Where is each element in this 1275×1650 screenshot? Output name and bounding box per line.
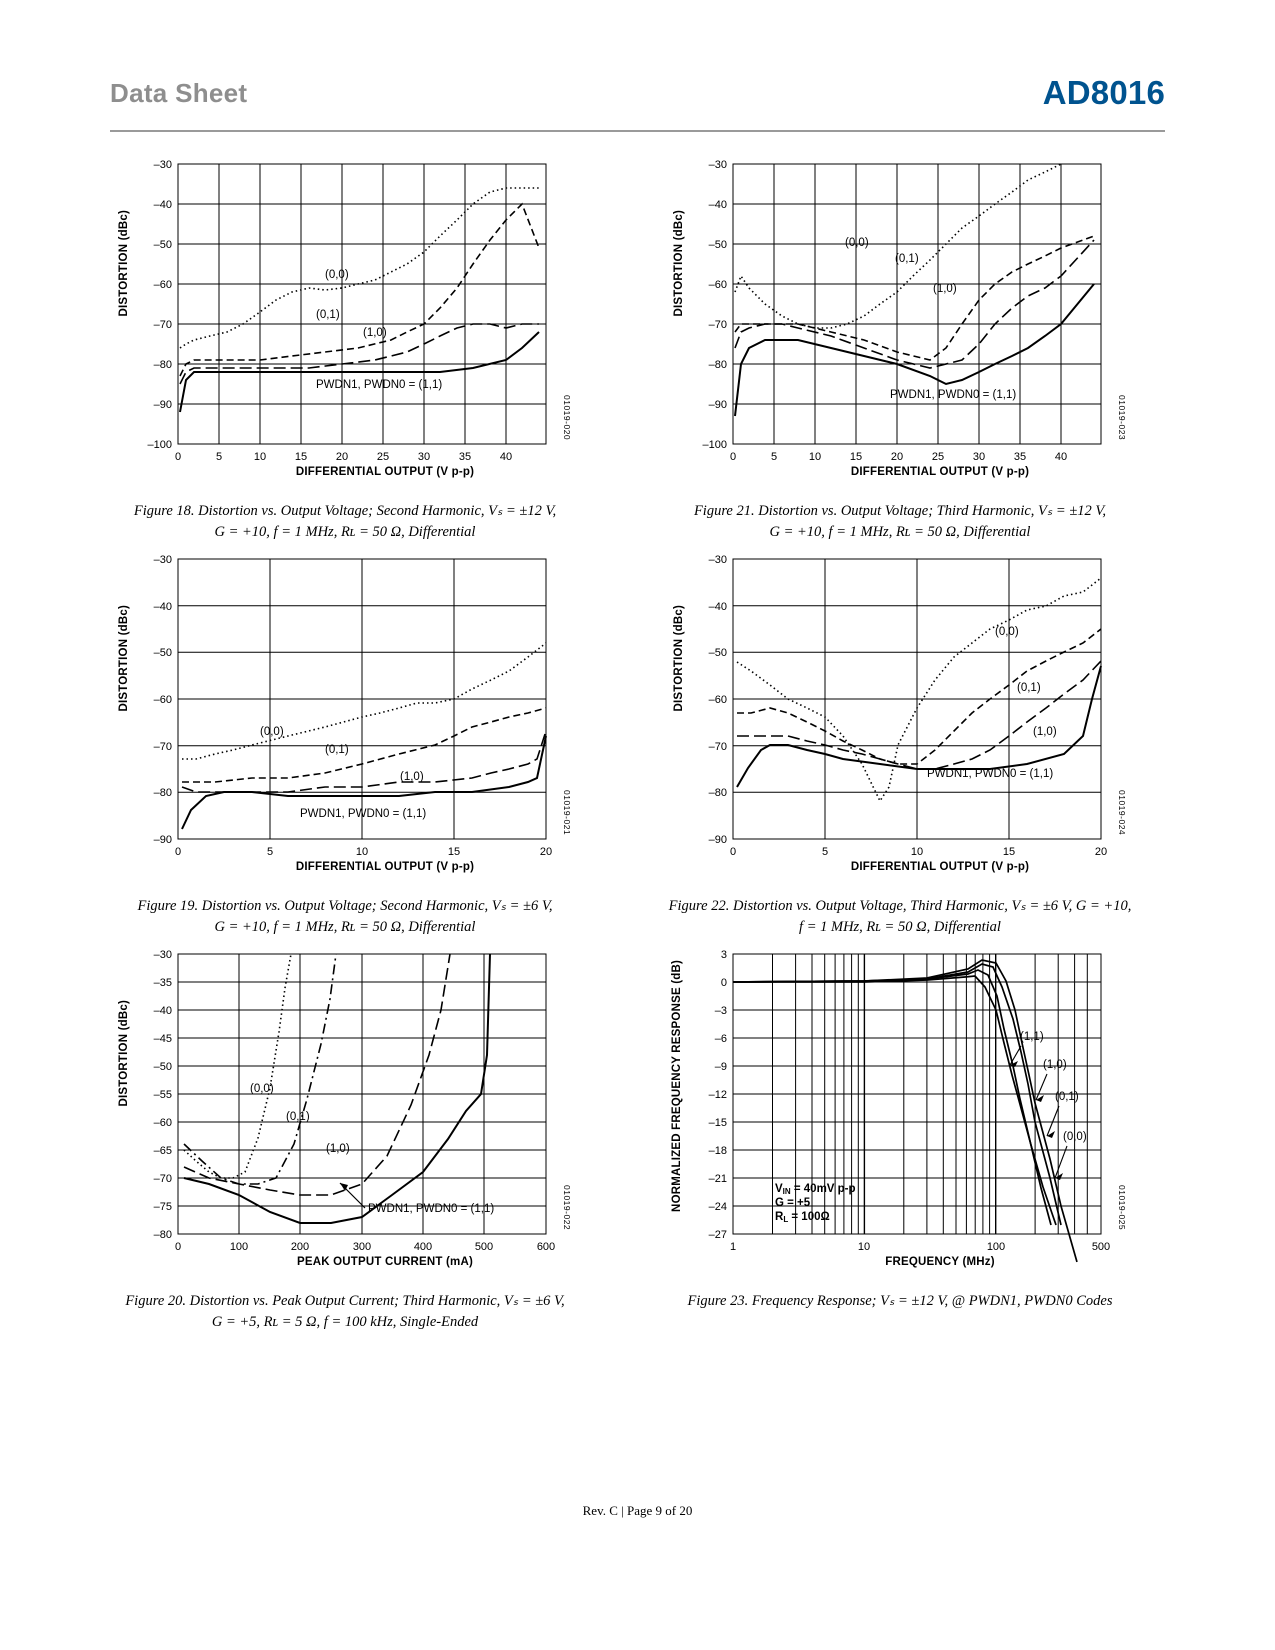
svg-text:15: 15: [447, 846, 461, 858]
figure-23: [665, 940, 1135, 1312]
svg-text:5: 5: [266, 846, 274, 858]
svg-text:–70: –70: [708, 319, 727, 331]
svg-text:200: 200: [290, 1241, 310, 1253]
figure-21-caption-line1: Figure 21. Distortion vs. Output Voltage; Third Harmonic, Vₛ = ±12 V,: [693, 503, 1107, 519]
svg-text:–30: –30: [153, 159, 172, 171]
document-type-label: Data Sheet: [110, 78, 248, 108]
svg-text:400: 400: [413, 1241, 433, 1253]
svg-text:–80: –80: [708, 359, 727, 371]
svg-text:0: 0: [174, 1241, 182, 1253]
svg-text:25: 25: [931, 451, 945, 463]
part-number-title: AD8016: [1042, 74, 1165, 111]
svg-text:25: 25: [376, 451, 390, 463]
svg-text:100: 100: [229, 1241, 249, 1253]
svg-text:20: 20: [539, 846, 553, 858]
figure-21-caption-line2: G = +10, f = 1 MHz, Rʟ = 50 Ω, Differential: [769, 524, 1031, 541]
series-label-10: (1,0): [326, 1143, 350, 1155]
figure-21-plot: [665, 150, 1135, 495]
svg-text:–40: –40: [708, 199, 727, 211]
series-label-10: (1,0): [400, 771, 424, 783]
svg-text:–80: –80: [153, 359, 172, 371]
svg-text:10: 10: [253, 451, 267, 463]
svg-text:15: 15: [849, 451, 863, 463]
svg-text:100: 100: [986, 1241, 1006, 1253]
svg-text:–15: –15: [708, 1117, 727, 1129]
figure-19-caption-line1: Figure 19. Distortion vs. Output Voltage; Second Harmonic, Vₛ = ±6 V,: [137, 898, 553, 914]
figure-23-caption: [665, 1291, 1135, 1312]
series-label-00: (0,0): [845, 237, 869, 249]
series-label-11: PWDN1, PWDN0 = (1,1): [316, 379, 443, 391]
svg-text:–75: –75: [153, 1201, 172, 1213]
figure-21-id-code: 01019-023: [1117, 395, 1127, 441]
svg-text:20: 20: [1094, 846, 1108, 858]
figure-21-caption: [665, 501, 1135, 543]
page-footer: Rev. C | Page 9 of 20: [582, 1503, 693, 1518]
figure-21: [665, 150, 1135, 543]
svg-text:5: 5: [821, 846, 829, 858]
figure-23-id-code: 01019-025: [1117, 1185, 1127, 1231]
figure-18-chart: [110, 150, 580, 490]
figure-19: [110, 545, 580, 938]
figure-18-id-code: 01019-020: [562, 395, 572, 441]
svg-text:1: 1: [729, 1241, 737, 1253]
svg-text:–12: –12: [708, 1089, 727, 1101]
condition-rl: RL = 100Ω: [775, 1211, 830, 1224]
condition-vin: VIN = 40mV p-p: [775, 1183, 856, 1196]
svg-text:–60: –60: [708, 694, 727, 706]
svg-text:10: 10: [910, 846, 924, 858]
svg-text:–30: –30: [153, 949, 172, 961]
svg-text:–9: –9: [714, 1061, 727, 1073]
figure-23-x-axis-label: FREQUENCY (MHz): [885, 1256, 995, 1268]
figure-22-y-axis-label: DISTORTION (dBc): [673, 605, 685, 712]
figure-20: [110, 940, 580, 1333]
figure-18-caption-line1: Figure 18. Distortion vs. Output Voltage; Second Harmonic, Vₛ = ±12 V,: [133, 503, 557, 519]
series-label-00: (0,0): [325, 269, 349, 281]
svg-text:–24: –24: [708, 1201, 727, 1213]
series-label-01: (0,1): [1055, 1091, 1079, 1103]
svg-text:–30: –30: [708, 159, 727, 171]
figure-20-chart: [110, 940, 580, 1280]
svg-text:10: 10: [857, 1241, 871, 1253]
figure-19-caption-line2: G = +10, f = 1 MHz, Rʟ = 50 Ω, Differential: [214, 919, 476, 936]
svg-text:–40: –40: [153, 601, 172, 613]
series-label-00: (0,0): [995, 626, 1019, 638]
svg-text:300: 300: [352, 1241, 372, 1253]
svg-text:–50: –50: [708, 647, 727, 659]
series-label-01: (0,1): [325, 744, 349, 756]
svg-text:–90: –90: [708, 834, 727, 846]
svg-text:–65: –65: [153, 1145, 172, 1157]
figure-19-id-code: 01019-021: [562, 790, 572, 836]
figure-18-plot: [110, 150, 580, 495]
figure-20-y-axis-label: DISTORTION (dBc): [118, 1000, 130, 1107]
figure-22-caption-line2: f = 1 MHz, Rʟ = 50 Ω, Differential: [799, 919, 1001, 936]
figure-22-caption: [665, 896, 1135, 938]
svg-text:–40: –40: [153, 1005, 172, 1017]
svg-text:30: 30: [417, 451, 431, 463]
figure-22-chart: [665, 545, 1135, 885]
svg-text:–40: –40: [708, 601, 727, 613]
figure-18-x-axis-label: DIFFERENTIAL OUTPUT (V p-p): [295, 466, 475, 478]
svg-text:–70: –70: [153, 741, 172, 753]
series-label-10: (1,0): [933, 283, 957, 295]
figure-21-chart: [665, 150, 1135, 490]
svg-text:0: 0: [720, 977, 727, 989]
svg-text:20: 20: [335, 451, 349, 463]
figure-23-chart: [665, 940, 1135, 1280]
figure-19-y-axis-label: DISTORTION (dBc): [118, 605, 130, 712]
figure-20-caption-line2: G = +5, Rʟ = 5 Ω, f = 100 kHz, Single-Ended: [211, 1314, 479, 1331]
series-label-11: PWDN1, PWDN0 = (1,1): [927, 768, 1054, 780]
series-label-00: (0,0): [250, 1083, 274, 1095]
svg-text:–70: –70: [153, 1173, 172, 1185]
svg-text:–60: –60: [153, 694, 172, 706]
figure-20-caption: [110, 1291, 580, 1333]
page-header: [110, 74, 1165, 132]
svg-text:–80: –80: [153, 1229, 172, 1241]
svg-text:10: 10: [808, 451, 822, 463]
figure-18: [110, 150, 580, 543]
svg-text:5: 5: [215, 451, 223, 463]
figure-22-plot: [665, 545, 1135, 890]
svg-text:3: 3: [720, 949, 727, 961]
svg-text:35: 35: [458, 451, 472, 463]
svg-text:–80: –80: [153, 787, 172, 799]
svg-text:–27: –27: [708, 1229, 727, 1241]
series-label-10: (1,0): [1033, 726, 1057, 738]
svg-text:–60: –60: [153, 279, 172, 291]
svg-text:20: 20: [890, 451, 904, 463]
svg-text:30: 30: [972, 451, 986, 463]
series-label-11: (1,1): [1020, 1031, 1044, 1043]
svg-text:–90: –90: [708, 399, 727, 411]
svg-text:600: 600: [536, 1241, 556, 1253]
svg-text:10: 10: [355, 846, 369, 858]
figure-22: [665, 545, 1135, 938]
figure-21-y-axis-label: DISTORTION (dBc): [673, 210, 685, 317]
svg-text:–50: –50: [153, 1061, 172, 1073]
svg-text:5: 5: [770, 451, 778, 463]
svg-text:–80: –80: [708, 787, 727, 799]
series-label-00: (0,0): [260, 726, 284, 738]
svg-text:–45: –45: [153, 1033, 172, 1045]
figure-19-chart: [110, 545, 580, 885]
svg-text:–60: –60: [708, 279, 727, 291]
figure-22-x-axis-label: DIFFERENTIAL OUTPUT (V p-p): [850, 861, 1030, 873]
series-label-11: PWDN1, PWDN0 = (1,1): [890, 389, 1017, 401]
series-label-11: PWDN1, PWDN0 = (1,1): [368, 1203, 495, 1215]
figure-20-x-axis-label: PEAK OUTPUT CURRENT (mA): [296, 1256, 474, 1268]
svg-text:–100: –100: [147, 439, 172, 451]
svg-text:–60: –60: [153, 1117, 172, 1129]
figure-23-y-axis-label: NORMALIZED FREQUENCY RESPONSE (dB): [671, 960, 683, 1212]
svg-text:40: 40: [1054, 451, 1068, 463]
figure-19-x-axis-label: DIFFERENTIAL OUTPUT (V p-p): [295, 861, 475, 873]
series-label-01: (0,1): [316, 309, 340, 321]
svg-text:–6: –6: [714, 1033, 727, 1045]
svg-text:–30: –30: [153, 554, 172, 566]
figure-22-id-code: 01019-024: [1117, 790, 1127, 836]
series-label-10: (1,0): [1043, 1059, 1067, 1071]
figure-20-id-code: 01019-022: [562, 1185, 572, 1231]
figure-18-y-axis-label: DISTORTION (dBc): [118, 210, 130, 317]
svg-text:–50: –50: [153, 239, 172, 251]
svg-text:–50: –50: [153, 647, 172, 659]
svg-text:35: 35: [1013, 451, 1027, 463]
svg-text:–30: –30: [708, 554, 727, 566]
series-label-01: (0,1): [1017, 682, 1041, 694]
series-label-01: (0,1): [895, 253, 919, 265]
svg-text:500: 500: [474, 1241, 494, 1253]
series-label-01: (0,1): [286, 1111, 310, 1123]
svg-text:15: 15: [294, 451, 308, 463]
svg-text:–18: –18: [708, 1145, 727, 1157]
series-label-10: (1,0): [363, 327, 387, 339]
svg-text:–100: –100: [702, 439, 727, 451]
condition-gain: G = +5: [775, 1197, 811, 1209]
figure-20-plot: [110, 940, 580, 1285]
svg-text:–55: –55: [153, 1089, 172, 1101]
svg-text:–70: –70: [708, 741, 727, 753]
svg-text:0: 0: [174, 451, 182, 463]
svg-text:–90: –90: [153, 399, 172, 411]
figure-18-caption: [110, 501, 580, 543]
figure-21-x-axis-label: DIFFERENTIAL OUTPUT (V p-p): [850, 466, 1030, 478]
svg-text:0: 0: [729, 451, 737, 463]
series-label-00: (0,0): [1063, 1131, 1087, 1143]
svg-text:–40: –40: [153, 199, 172, 211]
svg-text:15: 15: [1002, 846, 1016, 858]
figure-19-plot: [110, 545, 580, 890]
figure-18-caption-line2: G = +10, f = 1 MHz, Rʟ = 50 Ω, Differential: [214, 524, 476, 541]
svg-text:–35: –35: [153, 977, 172, 989]
svg-text:–21: –21: [708, 1173, 727, 1185]
svg-text:–70: –70: [153, 319, 172, 331]
svg-text:–90: –90: [153, 834, 172, 846]
series-label-11: PWDN1, PWDN0 = (1,1): [300, 808, 427, 820]
svg-text:–50: –50: [708, 239, 727, 251]
figure-23-plot: [665, 940, 1135, 1285]
svg-text:–3: –3: [714, 1005, 727, 1017]
svg-text:40: 40: [499, 451, 513, 463]
svg-text:0: 0: [174, 846, 182, 858]
figure-20-caption-line1: Figure 20. Distortion vs. Peak Output Current; Third Harmonic, Vₛ = ±6 V,: [125, 1293, 565, 1309]
svg-text:500: 500: [1091, 1241, 1111, 1253]
svg-text:0: 0: [729, 846, 737, 858]
figure-19-caption: [110, 896, 580, 938]
figure-23-caption-line1: Figure 23. Frequency Response; Vₛ = ±12 V, @ PWDN1, PWDN0 Codes: [687, 1293, 1113, 1309]
figure-22-caption-line1: Figure 22. Distortion vs. Output Voltage, Third Harmonic, Vₛ = ±6 V, G = +10,: [668, 898, 1132, 914]
